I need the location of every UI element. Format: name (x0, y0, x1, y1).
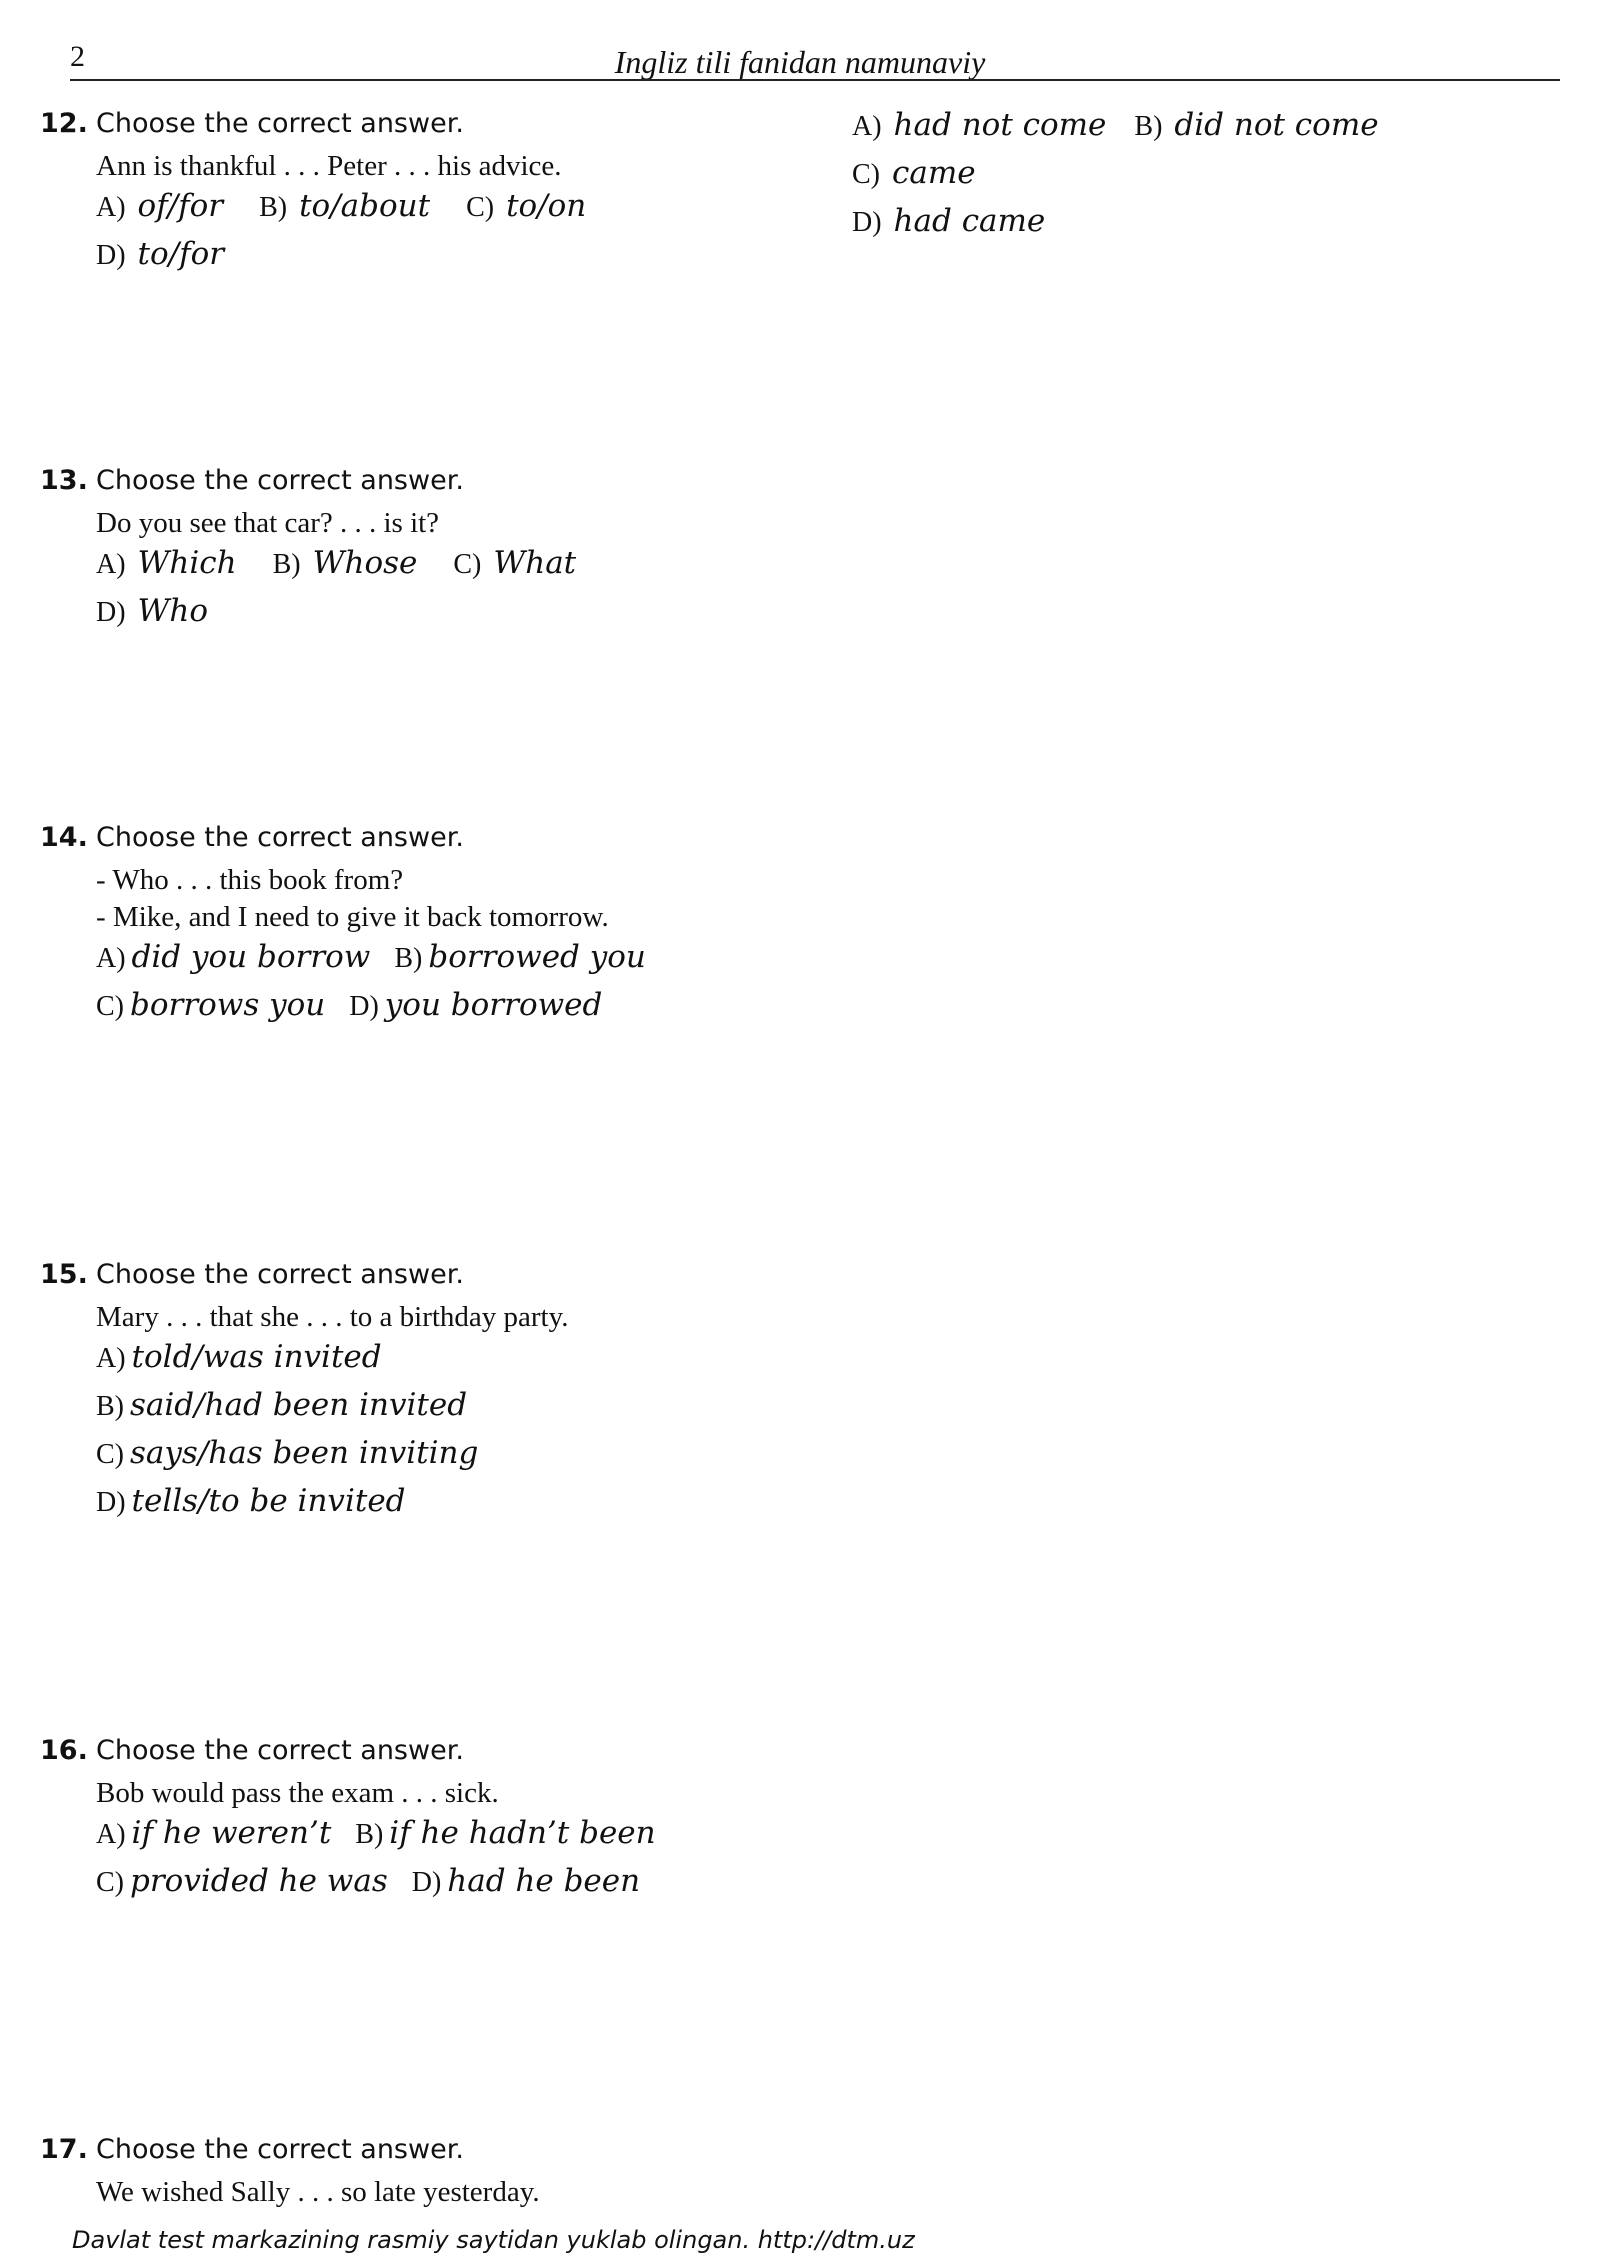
page-title: Ingliz tili fanidan namunaviy (614, 44, 986, 80)
option-letter: D) (349, 991, 379, 1022)
option-text: Whose (312, 545, 418, 581)
option-d[interactable] (96, 233, 224, 281)
option-a[interactable] (96, 1812, 331, 1860)
option-text: to/about (299, 188, 431, 224)
option-c[interactable] (96, 1860, 388, 1908)
question-instruction: Choose the correct answer. (96, 465, 464, 496)
option-letter: B) (96, 1391, 124, 1422)
option-d[interactable] (96, 590, 208, 638)
question-text: Bob would pass the exam . . . sick. (96, 1777, 499, 1809)
option-text: of/for (137, 188, 224, 224)
option-b[interactable] (96, 1384, 467, 1432)
option-text: Which (137, 545, 237, 581)
option-text: Who (137, 593, 209, 629)
options-row (96, 1336, 760, 1432)
option-letter: D) (852, 207, 882, 238)
option-a[interactable] (96, 185, 223, 233)
option-letter: C) (96, 1867, 124, 1898)
option-b[interactable] (259, 185, 430, 233)
question-instruction: Choose the correct answer. (96, 1735, 464, 1766)
option-a[interactable] (852, 104, 1106, 152)
option-c[interactable] (852, 152, 976, 200)
options-row (852, 200, 1552, 248)
option-text: to/on (506, 188, 587, 224)
option-text: if he weren’t (131, 1815, 332, 1851)
option-a[interactable] (96, 1336, 382, 1384)
option-b[interactable] (1134, 104, 1378, 152)
option-text: to/for (137, 236, 225, 272)
option-d[interactable] (349, 984, 602, 1032)
option-text: says/has been inviting (130, 1435, 479, 1471)
option-letter: A) (96, 192, 126, 223)
options-row (96, 984, 760, 1032)
question-text: Mary . . . that she . . . to a birthday party. (96, 1301, 569, 1333)
option-c[interactable] (453, 542, 576, 590)
option-letter: C) (852, 159, 880, 190)
option-c[interactable] (96, 984, 325, 1032)
question-16 (40, 1735, 760, 1908)
option-letter: D) (96, 597, 126, 628)
option-text: did not come (1174, 107, 1379, 143)
options-row (96, 936, 760, 984)
option-letter: B) (394, 943, 423, 974)
question-12 (40, 108, 760, 281)
option-letter: C) (96, 1439, 124, 1470)
question-text: Do you see that car? . . . is it? (96, 507, 440, 539)
option-letter: C) (96, 991, 124, 1022)
option-c[interactable] (466, 185, 586, 233)
option-b[interactable] (394, 936, 646, 984)
option-b[interactable] (273, 542, 418, 590)
option-text: if he hadn’t been (389, 1815, 656, 1851)
question-text: We wished Sally . . . so late yesterday. (96, 2176, 540, 2208)
option-letter: D) (411, 1867, 442, 1898)
question-instruction: Choose the correct answer. (96, 1259, 464, 1290)
question-text: Ann is thankful . . . Peter . . . his advice. (96, 150, 562, 182)
options-row (852, 104, 1552, 200)
question-number: 15. (40, 1259, 88, 1290)
option-text: What (493, 545, 577, 581)
question-instruction: Choose the correct answer. (96, 2134, 464, 2165)
option-letter: A) (96, 549, 126, 580)
question-text-line-1: - Who . . . this book from? (96, 864, 404, 896)
option-a[interactable] (96, 542, 237, 590)
option-text: borrowed you (428, 939, 646, 975)
question-instruction: Choose the correct answer. (96, 822, 464, 853)
options-row (96, 1432, 716, 1528)
page-number: 2 (70, 40, 85, 73)
option-c[interactable] (96, 1432, 478, 1480)
option-d[interactable] (96, 1480, 406, 1528)
question-number: 17. (40, 2134, 88, 2165)
option-d[interactable] (852, 200, 1045, 248)
option-letter: B) (1134, 111, 1163, 142)
question-text-line-2: - Mike, and I need to give it back tomorrow. (96, 901, 609, 933)
option-text: told/was invited (131, 1339, 382, 1375)
option-letter: A) (96, 1819, 126, 1850)
options-row (96, 1860, 760, 1908)
options-row (96, 185, 760, 281)
question-13 (40, 465, 760, 638)
question-17-options (852, 104, 1552, 248)
option-letter: B) (272, 549, 301, 580)
options-row (96, 1812, 760, 1860)
question-instruction: Choose the correct answer. (96, 108, 464, 139)
option-text: came (892, 155, 976, 191)
header-divider (70, 79, 1560, 81)
option-letter: B) (355, 1819, 384, 1850)
options-row (96, 542, 760, 638)
option-letter: C) (466, 192, 495, 223)
option-text: said/had been invited (130, 1387, 468, 1423)
question-number: 14. (40, 822, 88, 853)
option-text: borrows you (130, 987, 326, 1023)
question-15 (40, 1259, 760, 1528)
option-d[interactable] (412, 1860, 640, 1908)
option-text: had he been (447, 1863, 641, 1899)
option-letter: D) (96, 240, 126, 271)
question-number: 13. (40, 465, 88, 496)
option-letter: A) (96, 943, 126, 974)
option-letter: A) (96, 1343, 126, 1374)
option-letter: B) (259, 192, 288, 223)
option-a[interactable] (96, 936, 370, 984)
option-text: tells/to be invited (131, 1483, 406, 1519)
option-text: you borrowed (384, 987, 603, 1023)
option-text: had not come (893, 107, 1107, 143)
question-17 (40, 2134, 760, 2211)
footer-source-note: Davlat test markazining rasmiy saytidan yuklab olingan. http://dtm.uz (72, 2226, 915, 2254)
option-text: provided he was (130, 1863, 388, 1899)
question-14 (40, 822, 760, 1032)
option-letter: A) (852, 111, 882, 142)
option-letter: D) (96, 1487, 126, 1518)
question-number: 16. (40, 1735, 88, 1766)
option-b[interactable] (355, 1812, 655, 1860)
option-text: did you borrow (131, 939, 371, 975)
option-letter: C) (453, 549, 482, 580)
option-text: had came (893, 203, 1046, 239)
question-number: 12. (40, 108, 88, 139)
